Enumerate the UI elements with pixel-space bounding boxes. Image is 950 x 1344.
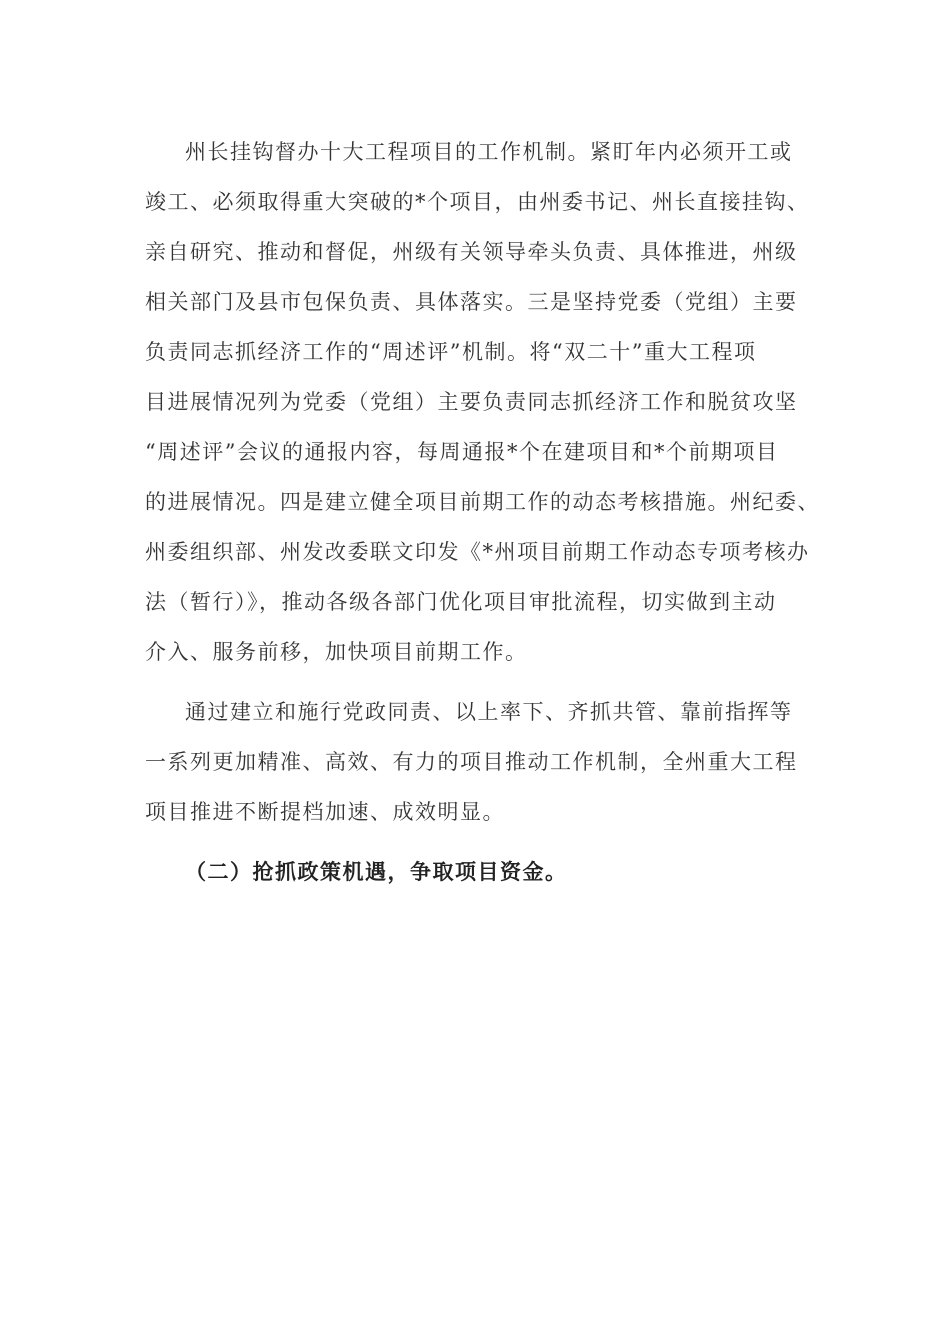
paragraph-line: 介入、服务前移，加快项目前期工作。 xyxy=(145,640,528,664)
paragraph-line: 的进展情况。四是建立健全项目前期工作的动态考核措施。州纪委、 xyxy=(145,490,820,514)
section-heading: （二）抢抓政策机遇，争取项目资金。 xyxy=(185,859,568,884)
paragraph-line: 目进展情况列为党委（党组）主要负责同志抓经济工作和脱贫攻坚 xyxy=(145,390,798,414)
paragraph-line: 竣工、必须取得重大突破的*个项目，由州委书记、州长直接挂钩、 xyxy=(145,190,810,214)
paragraph-line: 州委组织部、州发改委联文印发《*州项目前期工作动态专项考核办 xyxy=(145,540,810,564)
paragraph-line: 项目推进不断提档加速、成效明显。 xyxy=(145,800,505,824)
paragraph-line: 相关部门及县市包保负责、具体落实。三是坚持党委（党组）主要 xyxy=(145,290,798,314)
paragraph-line: 负责同志抓经济工作的“周述评”机制。将“双二十”重大工程项 xyxy=(145,340,757,364)
paragraph-line: “周述评”会议的通报内容，每周通报*个在建项目和*个前期项目 xyxy=(145,440,779,464)
paragraph-line: 法（暂行）》，推动各级各部门优化项目审批流程，切实做到主动 xyxy=(145,590,777,614)
paragraph-line: 州长挂钩督办十大工程项目的工作机制。紧盯年内必须开工或 xyxy=(185,140,793,164)
paragraph-line: 通过建立和施行党政同责、以上率下、齐抓共管、靠前指挥等 xyxy=(185,700,793,724)
paragraph-line: 一系列更加精准、高效、有力的项目推动工作机制，全州重大工程 xyxy=(145,750,798,774)
paragraph-line: 亲自研究、推动和督促，州级有关领导牵头负责、具体推进，州级 xyxy=(145,240,798,264)
